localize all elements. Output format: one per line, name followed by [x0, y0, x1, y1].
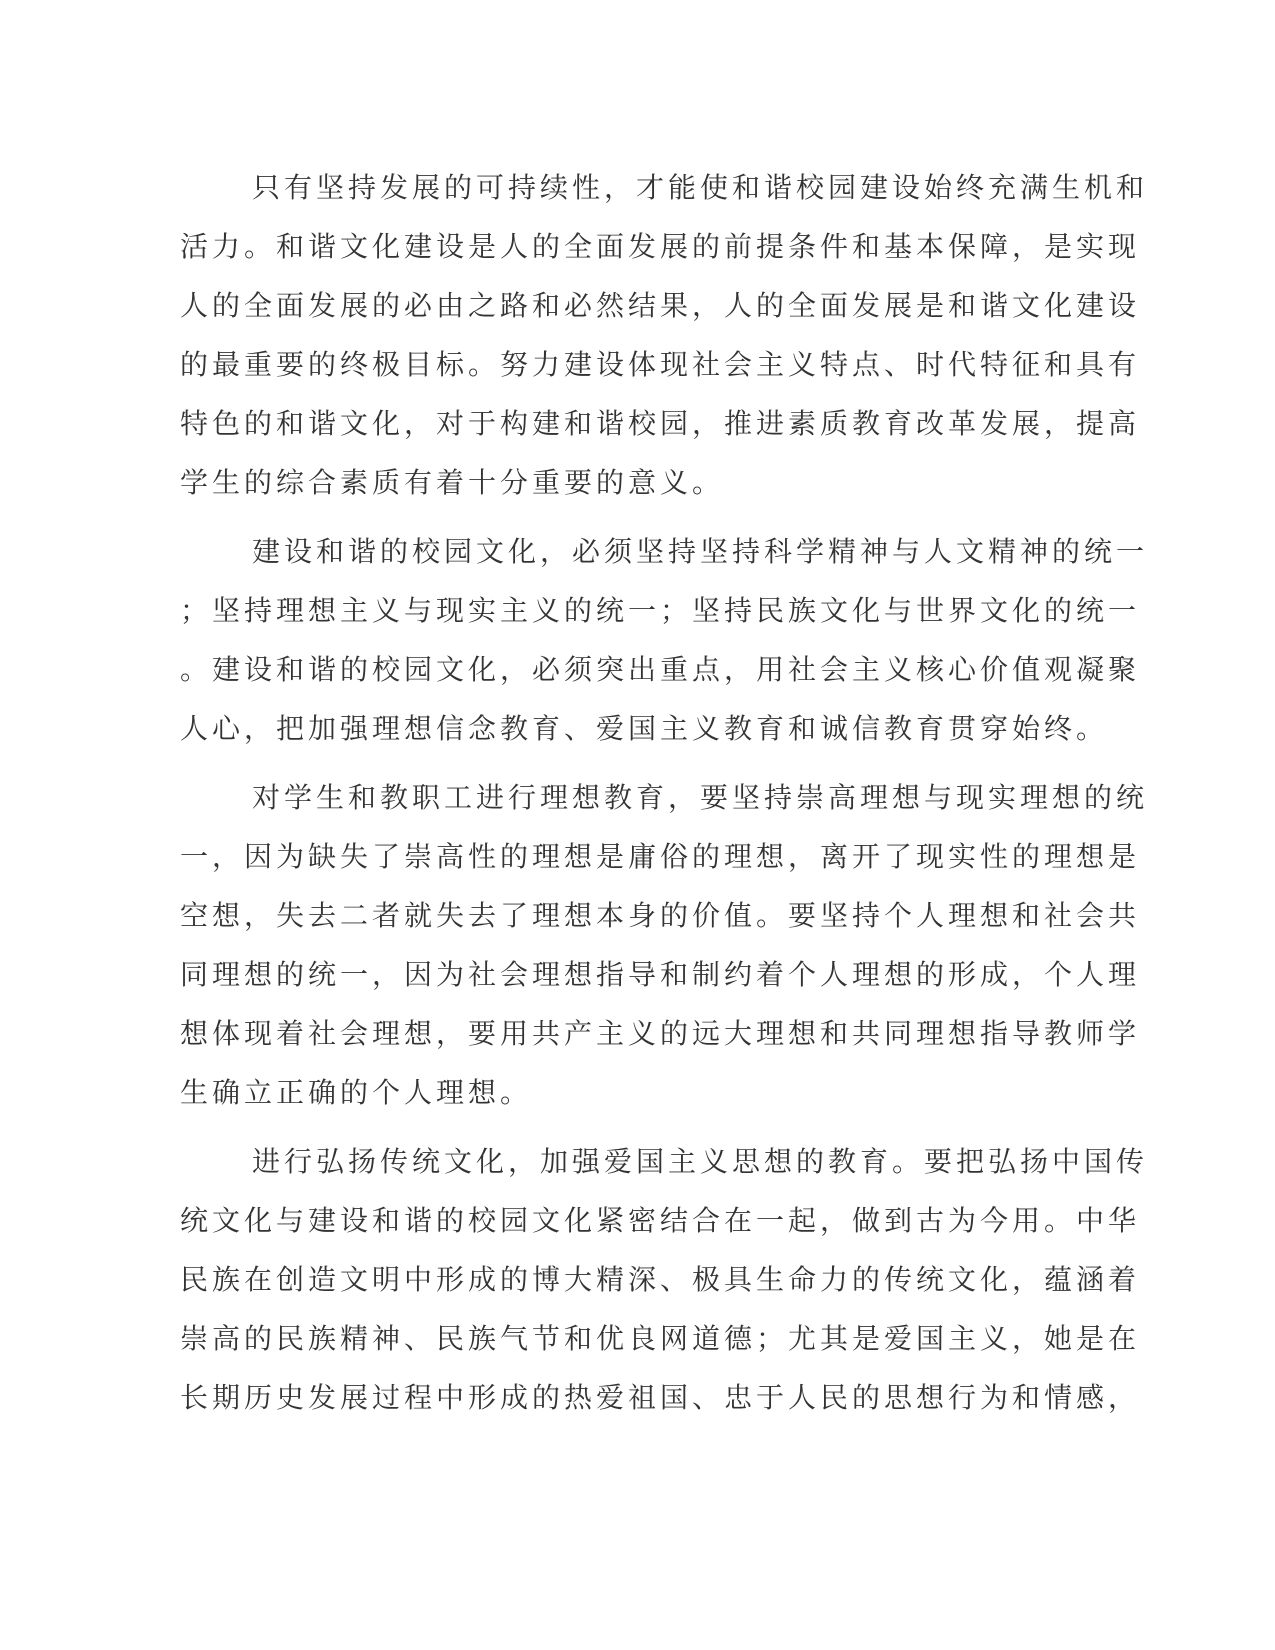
text-line: 学生的综合素质有着十分重要的意义。: [180, 466, 725, 499]
paragraph-1: [180, 158, 1149, 512]
text-line: 民族在创造文明中形成的博大精深、极具生命力的传统文化，蕴涵着: [180, 1263, 1141, 1296]
paragraph-3: [180, 768, 1149, 1122]
text-line: 同理想的统一，因为社会理想指导和制约着个人理想的形成，个人理: [180, 958, 1141, 991]
text-line: 人心，把加强理想信念教育、爱国主义教育和诚信教育贯穿始终。: [180, 712, 1109, 745]
text-line: 的最重要的终极目标。努力建设体现社会主义特点、时代特征和具有: [180, 348, 1141, 381]
text-line: 人的全面发展的必由之路和必然结果，人的全面发展是和谐文化建设: [180, 289, 1141, 322]
text-line: 统文化与建设和谐的校园文化紧密结合在一起，做到古为今用。中华: [180, 1204, 1141, 1237]
text-line: 对学生和教职工进行理想教育，要坚持崇高理想与现实理想的统: [252, 781, 1149, 814]
text-line: 进行弘扬传统文化，加强爱国主义思想的教育。要把弘扬中国传: [252, 1145, 1149, 1178]
text-line: 一，因为缺失了崇高性的理想是庸俗的理想，离开了现实性的理想是: [180, 840, 1141, 873]
text-line: 特色的和谐文化，对于构建和谐校园，推进素质教育改革发展，提高: [180, 407, 1141, 440]
text-line: 想体现着社会理想，要用共产主义的远大理想和共同理想指导教师学: [180, 1017, 1141, 1050]
text-line: 空想，失去二者就失去了理想本身的价值。要坚持个人理想和社会共: [180, 899, 1141, 932]
text-line: 建设和谐的校园文化，必须坚持坚持科学精神与人文精神的统一: [252, 535, 1149, 568]
text-line: ；坚持理想主义与现实主义的统一；坚持民族文化与世界文化的统一: [180, 594, 1141, 627]
text-line: 生确立正确的个人理想。: [180, 1076, 533, 1109]
paragraph-4: [180, 1132, 1149, 1427]
text-line: 只有坚持发展的可持续性，才能使和谐校园建设始终充满生机和: [252, 171, 1149, 204]
document-body: [180, 158, 1149, 1437]
text-line: 活力。和谐文化建设是人的全面发展的前提条件和基本保障，是实现: [180, 230, 1141, 263]
text-line: 。建设和谐的校园文化，必须突出重点，用社会主义核心价值观凝聚: [180, 653, 1141, 686]
paragraph-2: [180, 522, 1149, 758]
text-line: 崇高的民族精神、民族气节和优良网道德；尤其是爱国主义，她是在: [180, 1322, 1141, 1355]
text-line: 长期历史发展过程中形成的热爱祖国、忠于人民的思想行为和情感，: [180, 1381, 1141, 1414]
